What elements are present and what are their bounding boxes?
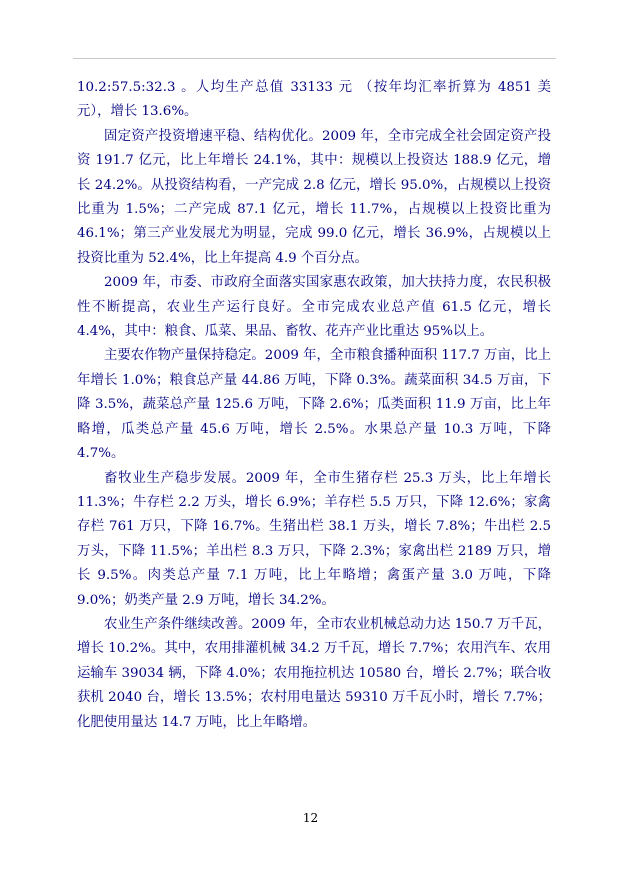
paragraph-1: 10.2:57.5:32.3 。人均生产总值 33133 元 （按年均汇率折算为 4851 美元），增长 13.6%。	[77, 80, 551, 120]
document-body	[77, 76, 551, 735]
header-rule	[73, 58, 556, 59]
page-number: 12	[302, 811, 319, 825]
paragraph-5: 畜牧业生产稳步发展。2009 年，全市生猪存栏 25.3 万头，比上年增长 11.3%；牛存栏 2.2 万头，增长 6.9%；羊存栏 5.5 万只，下降 12.6%；家禽存栏 761 万只，下降 16.7%。生猪出栏 38.1 万头，增长 7.8%；牛出栏 2.5 万头，下降 11.5%；羊出栏 8.3 万只，下降 2.3%；家禽出栏 2189 万只，增长 9.5%。肉类总产量 7.1 万吨，比上年略增；禽蛋产量 3.0 万吨，下降 9.0%；奶类产量 2.9 万吨，增长 34.2%。	[77, 470, 551, 608]
paragraph-4: 主要农作物产量保持稳定。2009 年，全市粮食播种面积 117.7 万亩，比上年增长 1.0%；粮食总产量 44.86 万吨，下降 0.3%。蔬菜面积 34.5 万亩，下降 3.5%，蔬菜总产量 125.6 万吨，下降 2.6%；瓜类面积 11.9 万亩，比上年略增，瓜类总产量 45.6 万吨，增长 2.5%。水果总产量 10.3 万吨，下降 4.7%。	[77, 348, 551, 462]
paragraph-2: 固定资产投资增速平稳、结构优化。2009 年，全市完成全社会固定资产投资 191.7 亿元，比上年增长 24.1%，其中：规模以上投资达 188.9 亿元，增长 24.2%。从投资结构看，一产完成 2.8 亿元，增长 95.0%，占规模以上投资比重为 1.5%；二产完成 87.1 亿元，增长 11.7%，占规模以上投资比重为 46.1%；第三产业发展尤为明显，完成 99.0 亿元，增长 36.9%，占规模以上投资比重为 52.4%，比上年提高 4.9 个百分点。	[77, 128, 551, 266]
paragraph-6: 农业生产条件继续改善。2009 年，全市农业机械总动力达 150.7 万千瓦，增长 10.2%。其中，农用排灌机械 34.2 万千瓦，增长 7.7%；农用汽车、农用运输车 39034 辆，下降 4.0%；农用拖拉机达 10580 台，增长 2.7%；联合收获机 2040 台，增长 13.5%；农村用电量达 59310 万千瓦小时，增长 7.7%；化肥使用量达 14.7 万吨，比上年略增。	[77, 616, 551, 730]
paragraph-3: 2009 年，市委、市政府全面落实国家惠农政策，加大扶持力度，农民积极性不断提高，农业生产运行良好。全市完成农业总产值 61.5 亿元，增长 4.4%，其中：粮食、瓜菜、果品、畜牧、花卉产业比重达 95%以上。	[77, 275, 551, 340]
